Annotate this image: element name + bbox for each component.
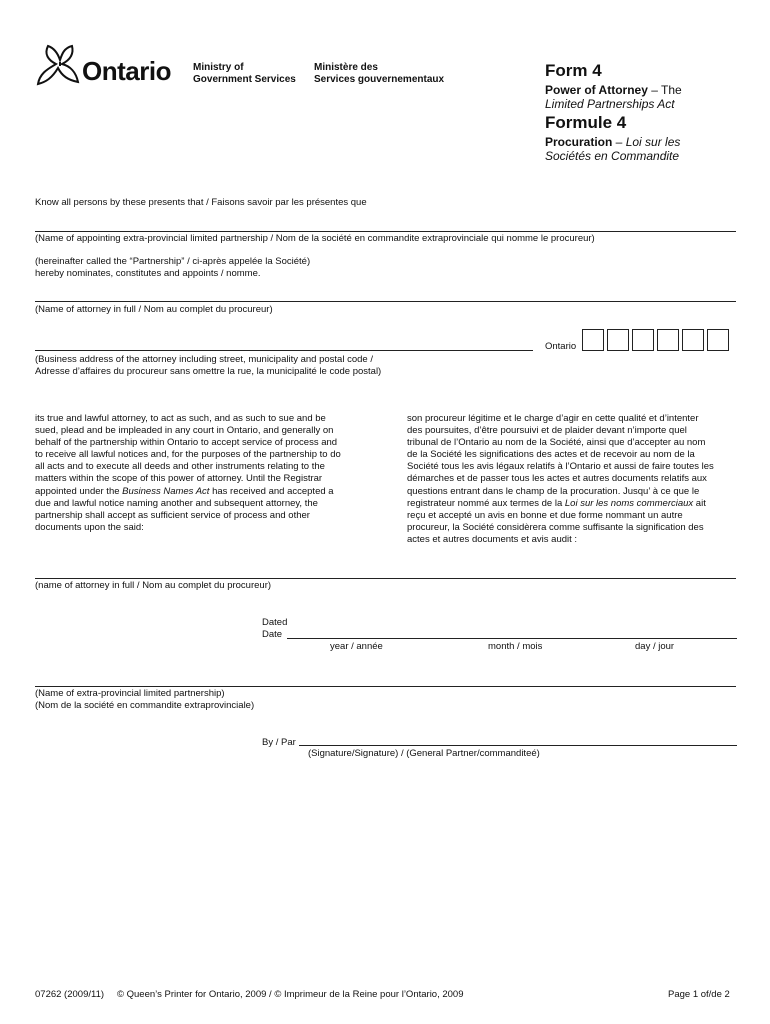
day-label: day / jour (635, 641, 675, 652)
postal-code-box-1[interactable] (582, 329, 604, 351)
date-field[interactable] (287, 638, 737, 639)
form-number-fr: Formule 4 (545, 113, 627, 132)
page-number: Page 1 of/de 2 (668, 989, 730, 1000)
copyright: © Queen’s Printer for Ontario, 2009 / © Imprimeur de la Reine pour l’Ontario, 2009 (117, 989, 464, 1000)
attorney-name2-label: (name of attorney in full / Nom au complet du procureur) (35, 580, 272, 591)
ministry-en: Ministry of Government Services (193, 62, 296, 85)
postal-code-box-5[interactable] (682, 329, 704, 351)
form-title-fr: Procuration – Loi sur les Sociétés en Commandite (545, 135, 681, 163)
month-label: month / mois (488, 641, 543, 652)
partnership-name-field[interactable] (35, 231, 736, 232)
postal-code-box-2[interactable] (607, 329, 629, 351)
ep-partnership-name-label: (Name of extra-provincial limited partnership) (Nom de la société en commandite extraprovinciale) (35, 688, 255, 711)
partnership-name-label: (Name of appointing extra-provincial limited partnership / Nom de la société en commandite extraprovinciale qui nomme le procureur) (35, 233, 595, 244)
attorney-address-label: (Business address of the attorney including street, municipality and postal code / Adresse d’affaires du procureur sans omettre la rue, la municipalité le code postal) (35, 354, 382, 377)
ontario-label: Ontario (545, 341, 577, 352)
postal-code-box-6[interactable] (707, 329, 729, 351)
english-paragraph: its true and lawful attorney, to act as such, and as such to sue and be sued, plead and be impleaded in any court in Ontario, and generally on behalf of the partnership within Ontario to accept service of process and to receive all lawful notices and, for the purposes of the partnership to do all acts and to execute all deeds and other instruments relating to the matters within the scope of this power of attorney. Until the Registrar appointed under the Business Names Act has received and accepted a due and lawful notice naming another and subsequent attorney, the partnership shall accept as sufficient service of process and other documents upon the said: (35, 413, 341, 533)
year-label: year / année (330, 641, 383, 652)
hereinafter-text: (hereinafter called the “Partnership” / ci-après appelée la Société) hereby nominates, constitutes and appoints / nomme. (35, 256, 311, 279)
attorney-name-field[interactable] (35, 301, 736, 302)
postal-code-boxes (582, 329, 732, 351)
intro-text: Know all persons by these presents that / Faisons savoir par les présentes que (35, 197, 367, 208)
form-number: 07262 (2009/11) (35, 989, 105, 1000)
by-par-label: By / Par (262, 737, 296, 748)
logo-wordmark: Ontario (82, 56, 171, 86)
attorney-name2-field[interactable] (35, 578, 736, 579)
postal-code-box-4[interactable] (657, 329, 679, 351)
signature-field[interactable] (299, 745, 737, 746)
form-title-block (545, 61, 682, 163)
dated-label: Dated Date (262, 617, 288, 640)
trillium-icon (34, 38, 86, 90)
attorney-name-label: (Name of attorney in full / Nom au complet du procureur) (35, 304, 273, 315)
signature-label: (Signature/Signature) / (General Partner/commanditeé) (308, 748, 540, 759)
form-title-en: Power of Attorney – The Limited Partnerships Act (545, 83, 682, 111)
ministry-fr: Ministère des Services gouvernementaux (314, 62, 445, 85)
postal-code-box-3[interactable] (632, 329, 654, 351)
attorney-address-field[interactable] (35, 350, 533, 351)
ep-partnership-name-field[interactable] (35, 686, 736, 687)
form-number-en: Form 4 (545, 61, 602, 80)
french-paragraph: son procureur légitime et le charge d’agir en cette qualité et d’intenter des poursuites, d’être poursuivi et de plaider devant n’importe quel tribunal de l’Ontario au nom de la Société, ainsi que d’accepter au nom de la Société les significations des actes et de recevoir au nom de la Société tous les avis légaux relatifs à l’Ontario et aussi de faire toutes les démarches et de passer tous les actes et autres documents relatifs aux questions entrant dans le champ de la procuration. Jusqu’ à ce que le registrateur nommé aux termes de la Loi sur les noms commerciaux ait reçu et accepté un avis en bonne et due forme nommant un autre procureur, la Société considèrera comme suffisante la signification des actes et autres documents et avis audit : (407, 413, 714, 545)
